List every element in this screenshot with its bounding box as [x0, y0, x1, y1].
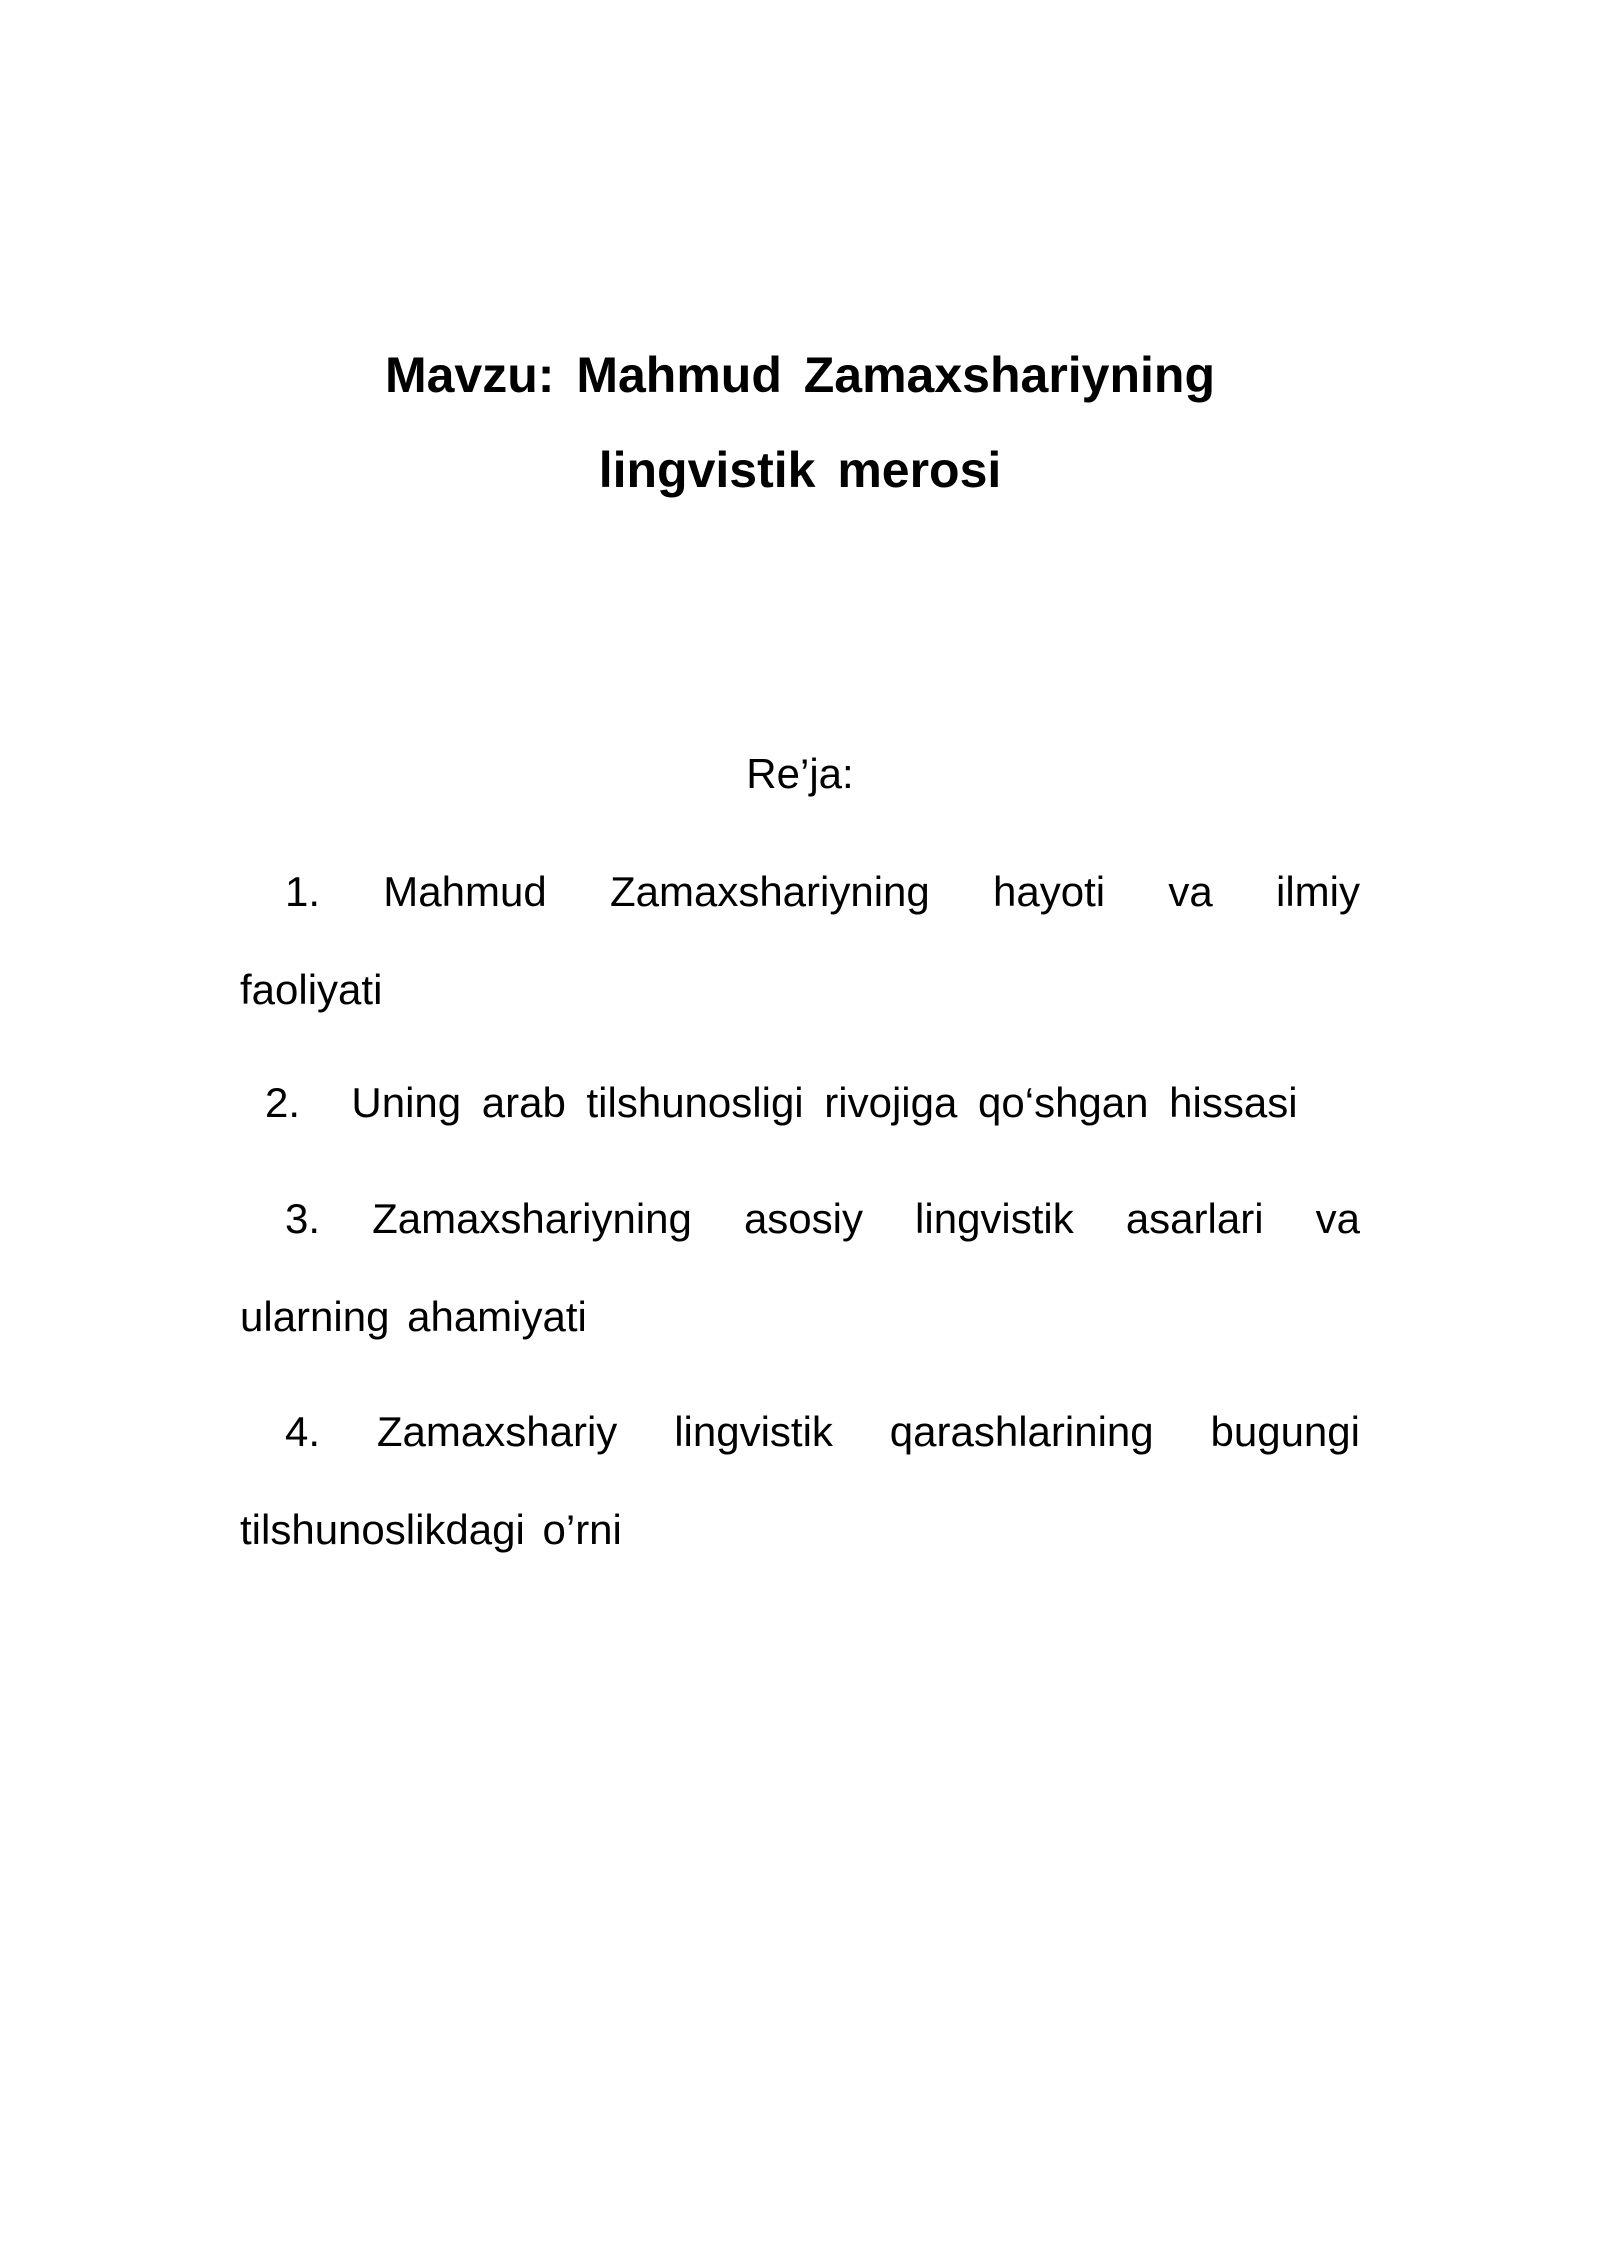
plan-item-word: va [1315, 1195, 1360, 1242]
plan-item-2 [265, 1077, 1365, 1129]
plan-item-word: bugungi [1210, 1408, 1360, 1455]
plan-item-word: va [1168, 868, 1213, 915]
plan-item-word: Zamaxshariyning [372, 1195, 692, 1242]
document-title-line-2: lingvistik merosi [598, 442, 1002, 498]
plan-item-number: 2. [265, 1079, 301, 1126]
plan-item-word: hayoti [993, 868, 1106, 915]
plan-item-word: asarlari [1125, 1195, 1264, 1242]
plan-item-4-continuation: tilshunoslikdagi o’rni [240, 1506, 622, 1553]
plan-item-word: Zamaxshariyning [609, 868, 930, 915]
plan-item-word: asosiy [743, 1195, 863, 1242]
plan-item-number: 1. [285, 868, 321, 915]
plan-item-word: lingvistik [674, 1408, 833, 1455]
plan-item-word: ilmiy [1276, 868, 1360, 915]
plan-item-4-line-1 [285, 1406, 1360, 1458]
plan-item-1-continuation: faoliyati [240, 966, 383, 1013]
plan-item-word: Zamaxshariy [376, 1408, 618, 1455]
plan-item-word: lingvistik [915, 1195, 1074, 1242]
plan-heading: Re’ja: [746, 750, 854, 797]
plan-item-word: Mahmud [383, 868, 547, 915]
plan-item-text: Uning arab tilshunosligi rivojiga qo‘shgan hissasi [351, 1079, 1298, 1126]
plan-item-3-line-1 [285, 1193, 1360, 1245]
plan-item-number: 4. [285, 1408, 321, 1455]
plan-item-1-line-1 [285, 866, 1360, 918]
plan-item-3-continuation: ularning ahamiyati [240, 1293, 587, 1340]
document-title-line-1: Mavzu: Mahmud Zamaxshariyning [384, 347, 1216, 403]
plan-item-word: qarashlarining [889, 1408, 1154, 1455]
plan-item-number: 3. [285, 1195, 321, 1242]
